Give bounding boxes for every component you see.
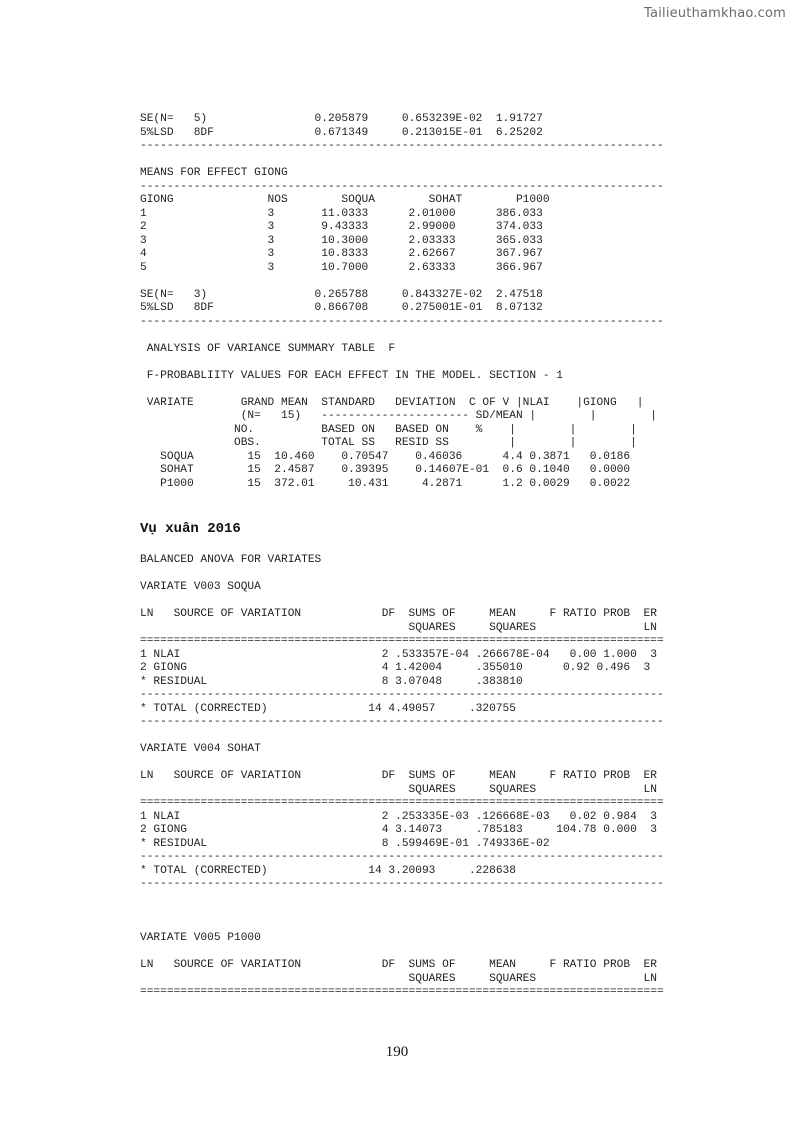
output-line: ------------------------------------------------------------------------------: [140, 878, 664, 890]
output-line: ------------------------------------------------------------------------------: [140, 716, 664, 728]
output-line: VARIATE V003 SOQUA: [140, 581, 261, 593]
anova-output-block-1: [140, 113, 664, 491]
output-line: 5%LSD 8DF 0.671349 0.213015E-01 6.25202: [140, 126, 543, 139]
output-line: GIONG NOS SOQUA SOHAT P1000: [140, 194, 550, 206]
output-line: ------------------------------------------------------------------------------: [140, 851, 664, 863]
output-line: VARIATE V005 P1000: [140, 932, 261, 944]
output-line: ------------------------------------------------------------------------------: [140, 689, 664, 701]
output-line: * RESIDUAL 8 .599469E-01 .749336E-02: [140, 837, 550, 850]
output-line: ------------------------------------------------------------------------------: [140, 180, 664, 193]
output-line: SQUARES SQUARES LN: [140, 621, 657, 634]
output-line: 1 3 11.0333 2.01000 386.033: [140, 207, 543, 220]
output-line: SQUARES SQUARES LN: [140, 972, 657, 985]
output-line: (N= 15) ---------------------- SD/MEAN | | |: [140, 410, 657, 422]
watermark-text: Tailieuthamkhao.com: [644, 6, 786, 21]
page-number: 190: [385, 1044, 409, 1060]
output-line: MEANS FOR EFFECT GIONG: [140, 167, 288, 179]
output-line: 3 3 10.3000 2.03333 365.033: [140, 234, 543, 247]
output-line: 1 NLAI 2 .253335E-03 .126668E-03 0.02 0.984 3: [140, 810, 657, 823]
output-line: SOQUA 15 10.460 0.70547 0.46036 4.4 0.3871 0.0186: [140, 450, 631, 463]
output-line: SOHAT 15 2.4587 0.39395 0.14607E-01 0.6 0.1040 0.0000: [140, 464, 631, 476]
section-heading: Vụ xuân 2016: [140, 521, 241, 537]
output-line: SQUARES SQUARES LN: [140, 783, 657, 796]
output-line: * RESIDUAL 8 3.07048 .383810: [140, 675, 523, 688]
output-line: ------------------------------------------------------------------------------: [140, 140, 664, 152]
output-line: 2 GIONG 4 1.42004 .355010 0.92 0.496 3: [140, 662, 651, 674]
output-line: F-PROBABLIITY VALUES FOR EACH EFFECT IN THE MODEL. SECTION - 1: [140, 369, 563, 382]
output-line: ==============================================================================: [140, 797, 664, 809]
output-line: ==============================================================================: [140, 986, 664, 998]
output-line: 2 3 9.43333 2.99000 374.033: [140, 221, 543, 233]
output-line: P1000 15 372.01 10.431 4.2871 1.2 0.0029 0.0022: [140, 477, 631, 490]
output-line: OBS. TOTAL SS RESID SS | | |: [140, 437, 637, 449]
output-line: ------------------------------------------------------------------------------: [140, 315, 664, 328]
output-line: VARIATE GRAND MEAN STANDARD DEVIATION C OF V |NLAI |GIONG |: [140, 396, 644, 409]
output-line: 5 3 10.7000 2.63333 366.967: [140, 261, 543, 274]
output-line: * TOTAL (CORRECTED) 14 4.49057 .320755: [140, 702, 516, 715]
output-line: SE(N= 5) 0.205879 0.653239E-02 1.91727: [140, 113, 543, 125]
output-line: 5%LSD 8DF 0.866708 0.275001E-01 8.07132: [140, 302, 543, 314]
output-line: ==============================================================================: [140, 635, 664, 647]
output-line: 2 GIONG 4 3.14073 .785183 104.78 0.000 3: [140, 824, 657, 836]
output-line: SE(N= 3) 0.265788 0.843327E-02 2.47518: [140, 288, 543, 301]
output-line: 1 NLAI 2 .533357E-04 .266678E-04 0.00 1.000 3: [140, 648, 657, 661]
output-line: LN SOURCE OF VARIATION DF SUMS OF MEAN F RATIO PROB ER: [140, 770, 657, 782]
output-line: 4 3 10.8333 2.62667 367.967: [140, 248, 543, 260]
output-line: ANALYSIS OF VARIANCE SUMMARY TABLE F: [140, 342, 396, 355]
output-line: NO. BASED ON BASED ON % | | |: [140, 423, 637, 436]
output-line: VARIATE V004 SOHAT: [140, 743, 261, 755]
output-line: LN SOURCE OF VARIATION DF SUMS OF MEAN F RATIO PROB ER: [140, 608, 657, 620]
anova-output-block-2: [140, 554, 664, 1000]
output-line: * TOTAL (CORRECTED) 14 3.20093 .228638: [140, 864, 516, 877]
output-line: BALANCED ANOVA FOR VARIATES: [140, 554, 322, 566]
output-line: LN SOURCE OF VARIATION DF SUMS OF MEAN F RATIO PROB ER: [140, 959, 657, 971]
